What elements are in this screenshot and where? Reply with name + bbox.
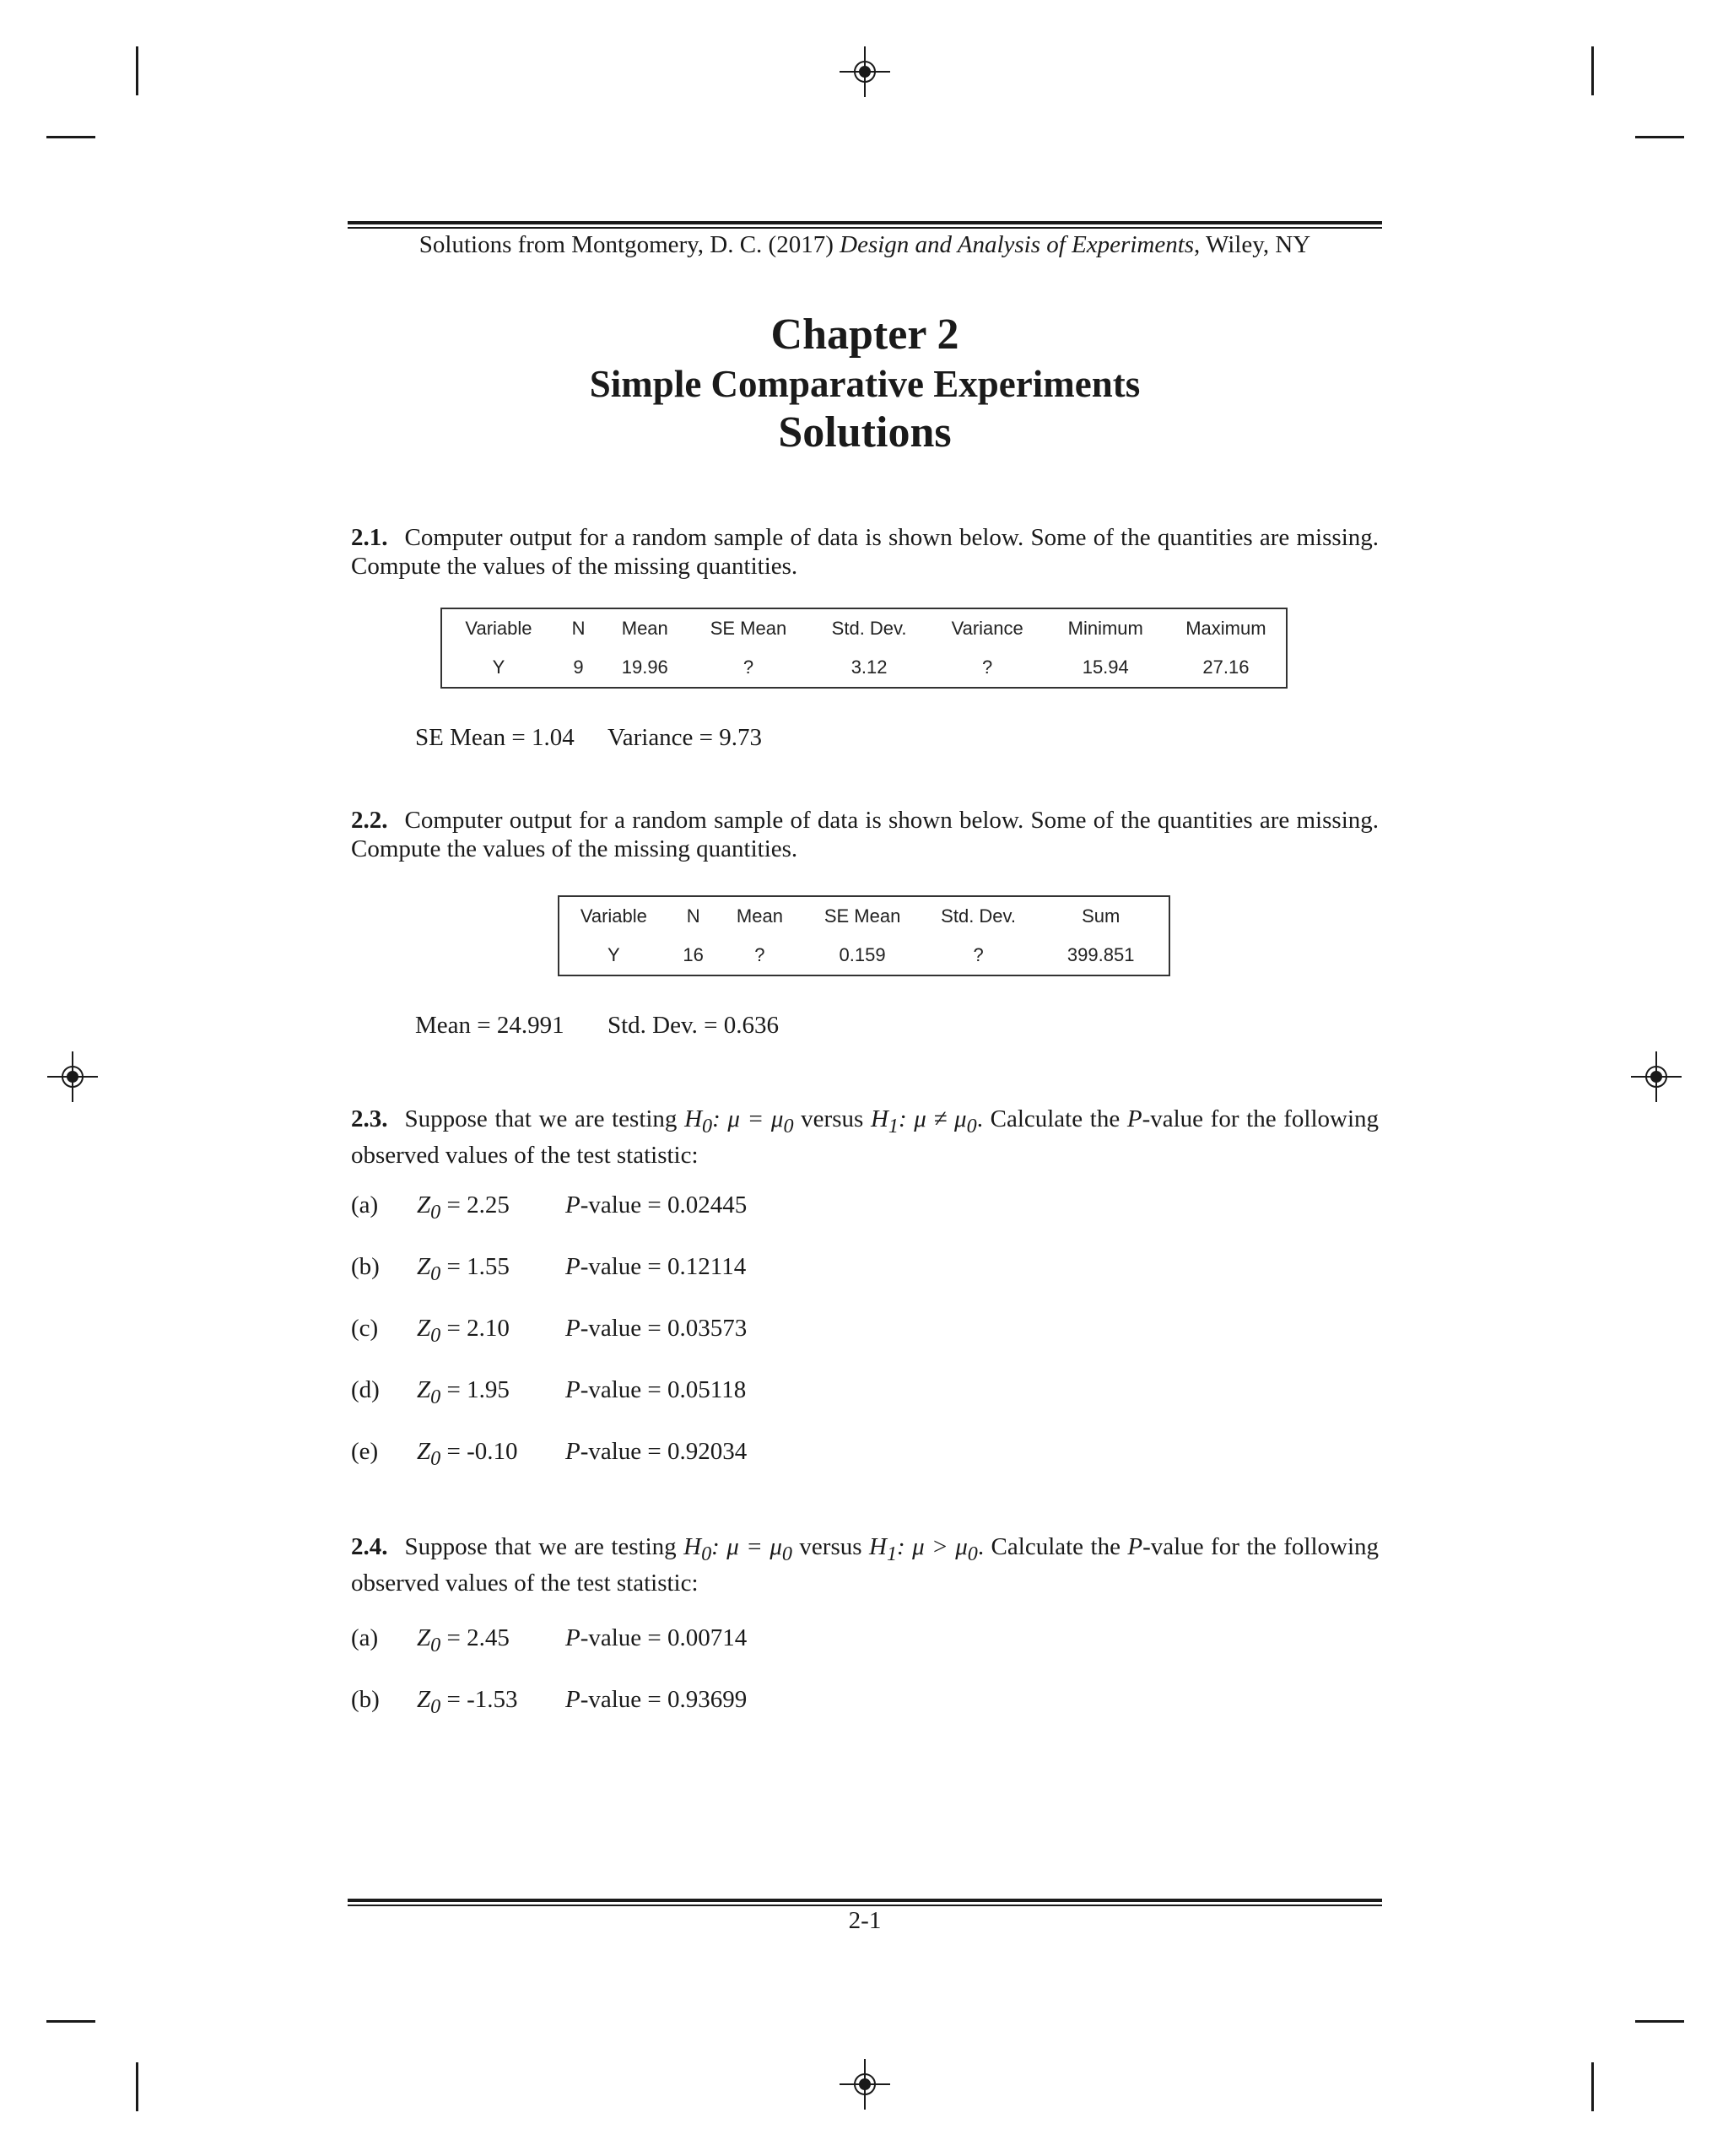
z-value: = 1.95: [440, 1376, 510, 1403]
problem-number: 2.3.: [351, 1105, 388, 1132]
page-number: 2-1: [848, 1907, 882, 1934]
table-header-cell: Variable: [465, 618, 532, 639]
p-symbol: P: [565, 1191, 580, 1218]
crop-mark: [1635, 136, 1684, 138]
subscript: 0: [430, 1200, 441, 1224]
subscript: 0: [430, 1385, 441, 1408]
p-value: [565, 1683, 747, 1716]
z-symbol: Z: [417, 1686, 431, 1713]
problem-number: 2.1.: [351, 524, 388, 551]
problem-statement: Computer output for a random sample of data is shown below. Some of the quantities are missing. Compute the values of the missing quantities.: [351, 524, 1379, 580]
z-value: = -1.53: [440, 1686, 518, 1713]
running-head-suffix: , Wiley, NY: [1194, 231, 1311, 258]
table-cell: ?: [973, 944, 984, 965]
p-value-text: -value = 0.05118: [580, 1376, 747, 1403]
crop-mark: [1591, 2062, 1594, 2111]
z-value: = 2.25: [440, 1191, 510, 1218]
table-header-cell: Std. Dev.: [831, 618, 907, 639]
registration-mark-icon: [47, 1051, 98, 1102]
item-label: (c): [351, 1315, 379, 1342]
p-symbol: P: [565, 1686, 580, 1713]
p-symbol: P: [565, 1376, 580, 1403]
p-value-text: -value = 0.93699: [580, 1686, 748, 1713]
p-value: [565, 1311, 747, 1345]
item-label: (a): [351, 1191, 379, 1218]
problem-2-1-text: [351, 523, 1379, 581]
problem-number: 2.4.: [351, 1533, 388, 1560]
subscript: 0: [430, 1694, 441, 1718]
problem-2-4-text: [351, 1532, 1379, 1597]
z-symbol: Z: [417, 1376, 431, 1403]
table-header-cell: Mean: [621, 618, 668, 639]
z-value: = -0.10: [440, 1438, 518, 1465]
alternative-hypothesis-relation: : μ ≠ μ: [898, 1105, 967, 1132]
running-head: [348, 228, 1382, 262]
problem-statement: Computer output for a random sample of data is shown below. Some of the quantities are missing. Compute the values of the missing quantities.: [351, 807, 1379, 862]
alternative-hypothesis-symbol: H: [870, 1105, 888, 1132]
test-statistic: [417, 1435, 517, 1476]
table-cell: ?: [982, 657, 993, 678]
z-symbol: Z: [417, 1624, 431, 1651]
table-cell: Y: [492, 657, 505, 678]
test-statistic: [417, 1373, 510, 1414]
output-table-2-2: [558, 895, 1170, 976]
test-statistic: [417, 1250, 510, 1291]
table-row: [441, 648, 1287, 688]
registration-mark-icon: [840, 46, 890, 97]
subscript: 0: [967, 1542, 978, 1565]
p-value: [565, 1373, 746, 1407]
z-symbol: Z: [417, 1438, 431, 1465]
table-row: [559, 936, 1169, 975]
p-symbol: P: [565, 1438, 580, 1465]
z-symbol: Z: [417, 1315, 431, 1342]
crop-mark: [1635, 2020, 1684, 2023]
text-fragment: . Calculate the: [977, 1533, 1128, 1560]
table-header-cell: Sum: [1082, 905, 1120, 927]
table-header-cell: Variable: [580, 905, 647, 927]
p-value-text: -value = 0.03573: [580, 1315, 748, 1342]
running-head-prefix: Solutions from Montgomery, D. C. (2017): [418, 231, 840, 258]
item-label: (b): [351, 1253, 380, 1280]
crop-mark: [136, 2062, 138, 2111]
subscript: 0: [966, 1114, 977, 1137]
crop-mark: [46, 2020, 95, 2023]
answer-mean: Mean = 24.991: [415, 1012, 564, 1039]
table-cell: 399.851: [1066, 944, 1135, 965]
table-cell: 27.16: [1202, 657, 1250, 678]
table-header-row: [441, 608, 1287, 648]
problem-number: 2.2.: [351, 807, 388, 834]
chapter-title: Chapter 2: [770, 311, 959, 359]
answer-se-mean: SE Mean = 1.04: [415, 724, 575, 751]
output-table-2-1: [440, 608, 1288, 689]
z-symbol: Z: [417, 1191, 431, 1218]
subscript: 0: [781, 1542, 792, 1565]
table-header-cell: N: [571, 618, 586, 639]
text-fragment: versus: [793, 1105, 871, 1132]
z-symbol: Z: [417, 1253, 431, 1280]
table-header-cell: N: [686, 905, 700, 927]
table-header-cell: Mean: [736, 905, 783, 927]
crop-mark: [46, 136, 95, 138]
answer-variance: Variance = 9.73: [608, 724, 763, 751]
subscript: 0: [783, 1114, 794, 1137]
table-header-cell: SE Mean: [710, 618, 787, 639]
subscript: 1: [888, 1114, 899, 1137]
null-hypothesis-symbol: H: [684, 1105, 703, 1132]
item-label: (b): [351, 1686, 380, 1713]
p-value-text: -value = 0.02445: [580, 1191, 748, 1218]
z-value: = 2.45: [440, 1624, 510, 1651]
running-head-book-title: Design and Analysis of Experiments: [840, 231, 1195, 258]
test-statistic: [417, 1188, 510, 1229]
registration-mark-icon: [1631, 1051, 1682, 1102]
p-value: [565, 1188, 747, 1222]
chapter-subtitle: Simple Comparative Experiments: [589, 363, 1141, 405]
p-symbol: P: [1127, 1533, 1143, 1560]
subscript: 0: [430, 1633, 441, 1656]
p-symbol: P: [565, 1315, 580, 1342]
subscript: 1: [886, 1542, 898, 1565]
null-hypothesis-symbol: H: [683, 1533, 702, 1560]
text-fragment: Suppose that we are testing: [404, 1105, 685, 1132]
test-statistic: [417, 1621, 510, 1662]
p-value-text: -value = 0.12114: [580, 1253, 747, 1280]
p-value-text: -value = 0.92034: [580, 1438, 748, 1465]
table-cell: ?: [754, 944, 765, 965]
table-cell: 19.96: [621, 657, 668, 678]
p-symbol: P: [565, 1624, 580, 1651]
text-fragment: Suppose that we are testing: [404, 1533, 684, 1560]
alternative-hypothesis-symbol: H: [869, 1533, 887, 1560]
subscript: 0: [430, 1262, 441, 1285]
crop-mark: [136, 46, 138, 95]
p-value: [565, 1621, 747, 1655]
p-value: [565, 1435, 747, 1468]
item-label: (d): [351, 1376, 380, 1403]
table-header-cell: Minimum: [1067, 618, 1143, 639]
table-cell: Y: [608, 944, 620, 965]
z-value: = 1.55: [440, 1253, 510, 1280]
test-statistic: [417, 1311, 510, 1353]
text-fragment: versus: [791, 1533, 869, 1560]
p-symbol: P: [1126, 1105, 1142, 1132]
answer-std-dev: Std. Dev. = 0.636: [608, 1012, 779, 1039]
table-cell: 0.159: [839, 944, 886, 965]
table-header-row: [559, 896, 1169, 936]
chapter-solutions-heading: Solutions: [778, 408, 952, 457]
p-value: [565, 1250, 746, 1283]
z-value: = 2.10: [440, 1315, 510, 1342]
p-value-text: -value = 0.00714: [580, 1624, 748, 1651]
text-fragment: -value for the following observed values of the test statistic:: [351, 1105, 1379, 1169]
subscript: 0: [430, 1446, 441, 1470]
null-hypothesis-relation: : μ = μ: [712, 1105, 784, 1132]
registration-mark-icon: [840, 2059, 890, 2110]
test-statistic: [417, 1683, 517, 1724]
table-cell: 3.12: [850, 657, 888, 678]
item-label: (e): [351, 1438, 379, 1465]
table-header-cell: Variance: [951, 618, 1023, 639]
table-header-cell: SE Mean: [824, 905, 901, 927]
text-fragment: -value for the following observed values of the test statistic:: [351, 1533, 1379, 1597]
item-label: (a): [351, 1624, 379, 1651]
null-hypothesis-relation: : μ = μ: [711, 1533, 782, 1560]
subscript: 0: [430, 1323, 441, 1347]
table-header-cell: Std. Dev.: [941, 905, 1017, 927]
table-cell: ?: [742, 657, 754, 678]
crop-mark: [1591, 46, 1594, 95]
problem-2-2-text: [351, 806, 1379, 863]
p-symbol: P: [565, 1253, 580, 1280]
table-cell: 16: [683, 944, 704, 965]
table-header-cell: Maximum: [1185, 618, 1266, 639]
problem-2-3-text: [351, 1105, 1379, 1170]
text-fragment: . Calculate the: [976, 1105, 1127, 1132]
alternative-hypothesis-relation: : μ > μ: [897, 1533, 968, 1560]
subscript: 0: [702, 1114, 713, 1137]
table-cell: 9: [573, 657, 584, 678]
subscript: 0: [701, 1542, 712, 1565]
table-cell: 15.94: [1082, 657, 1129, 678]
